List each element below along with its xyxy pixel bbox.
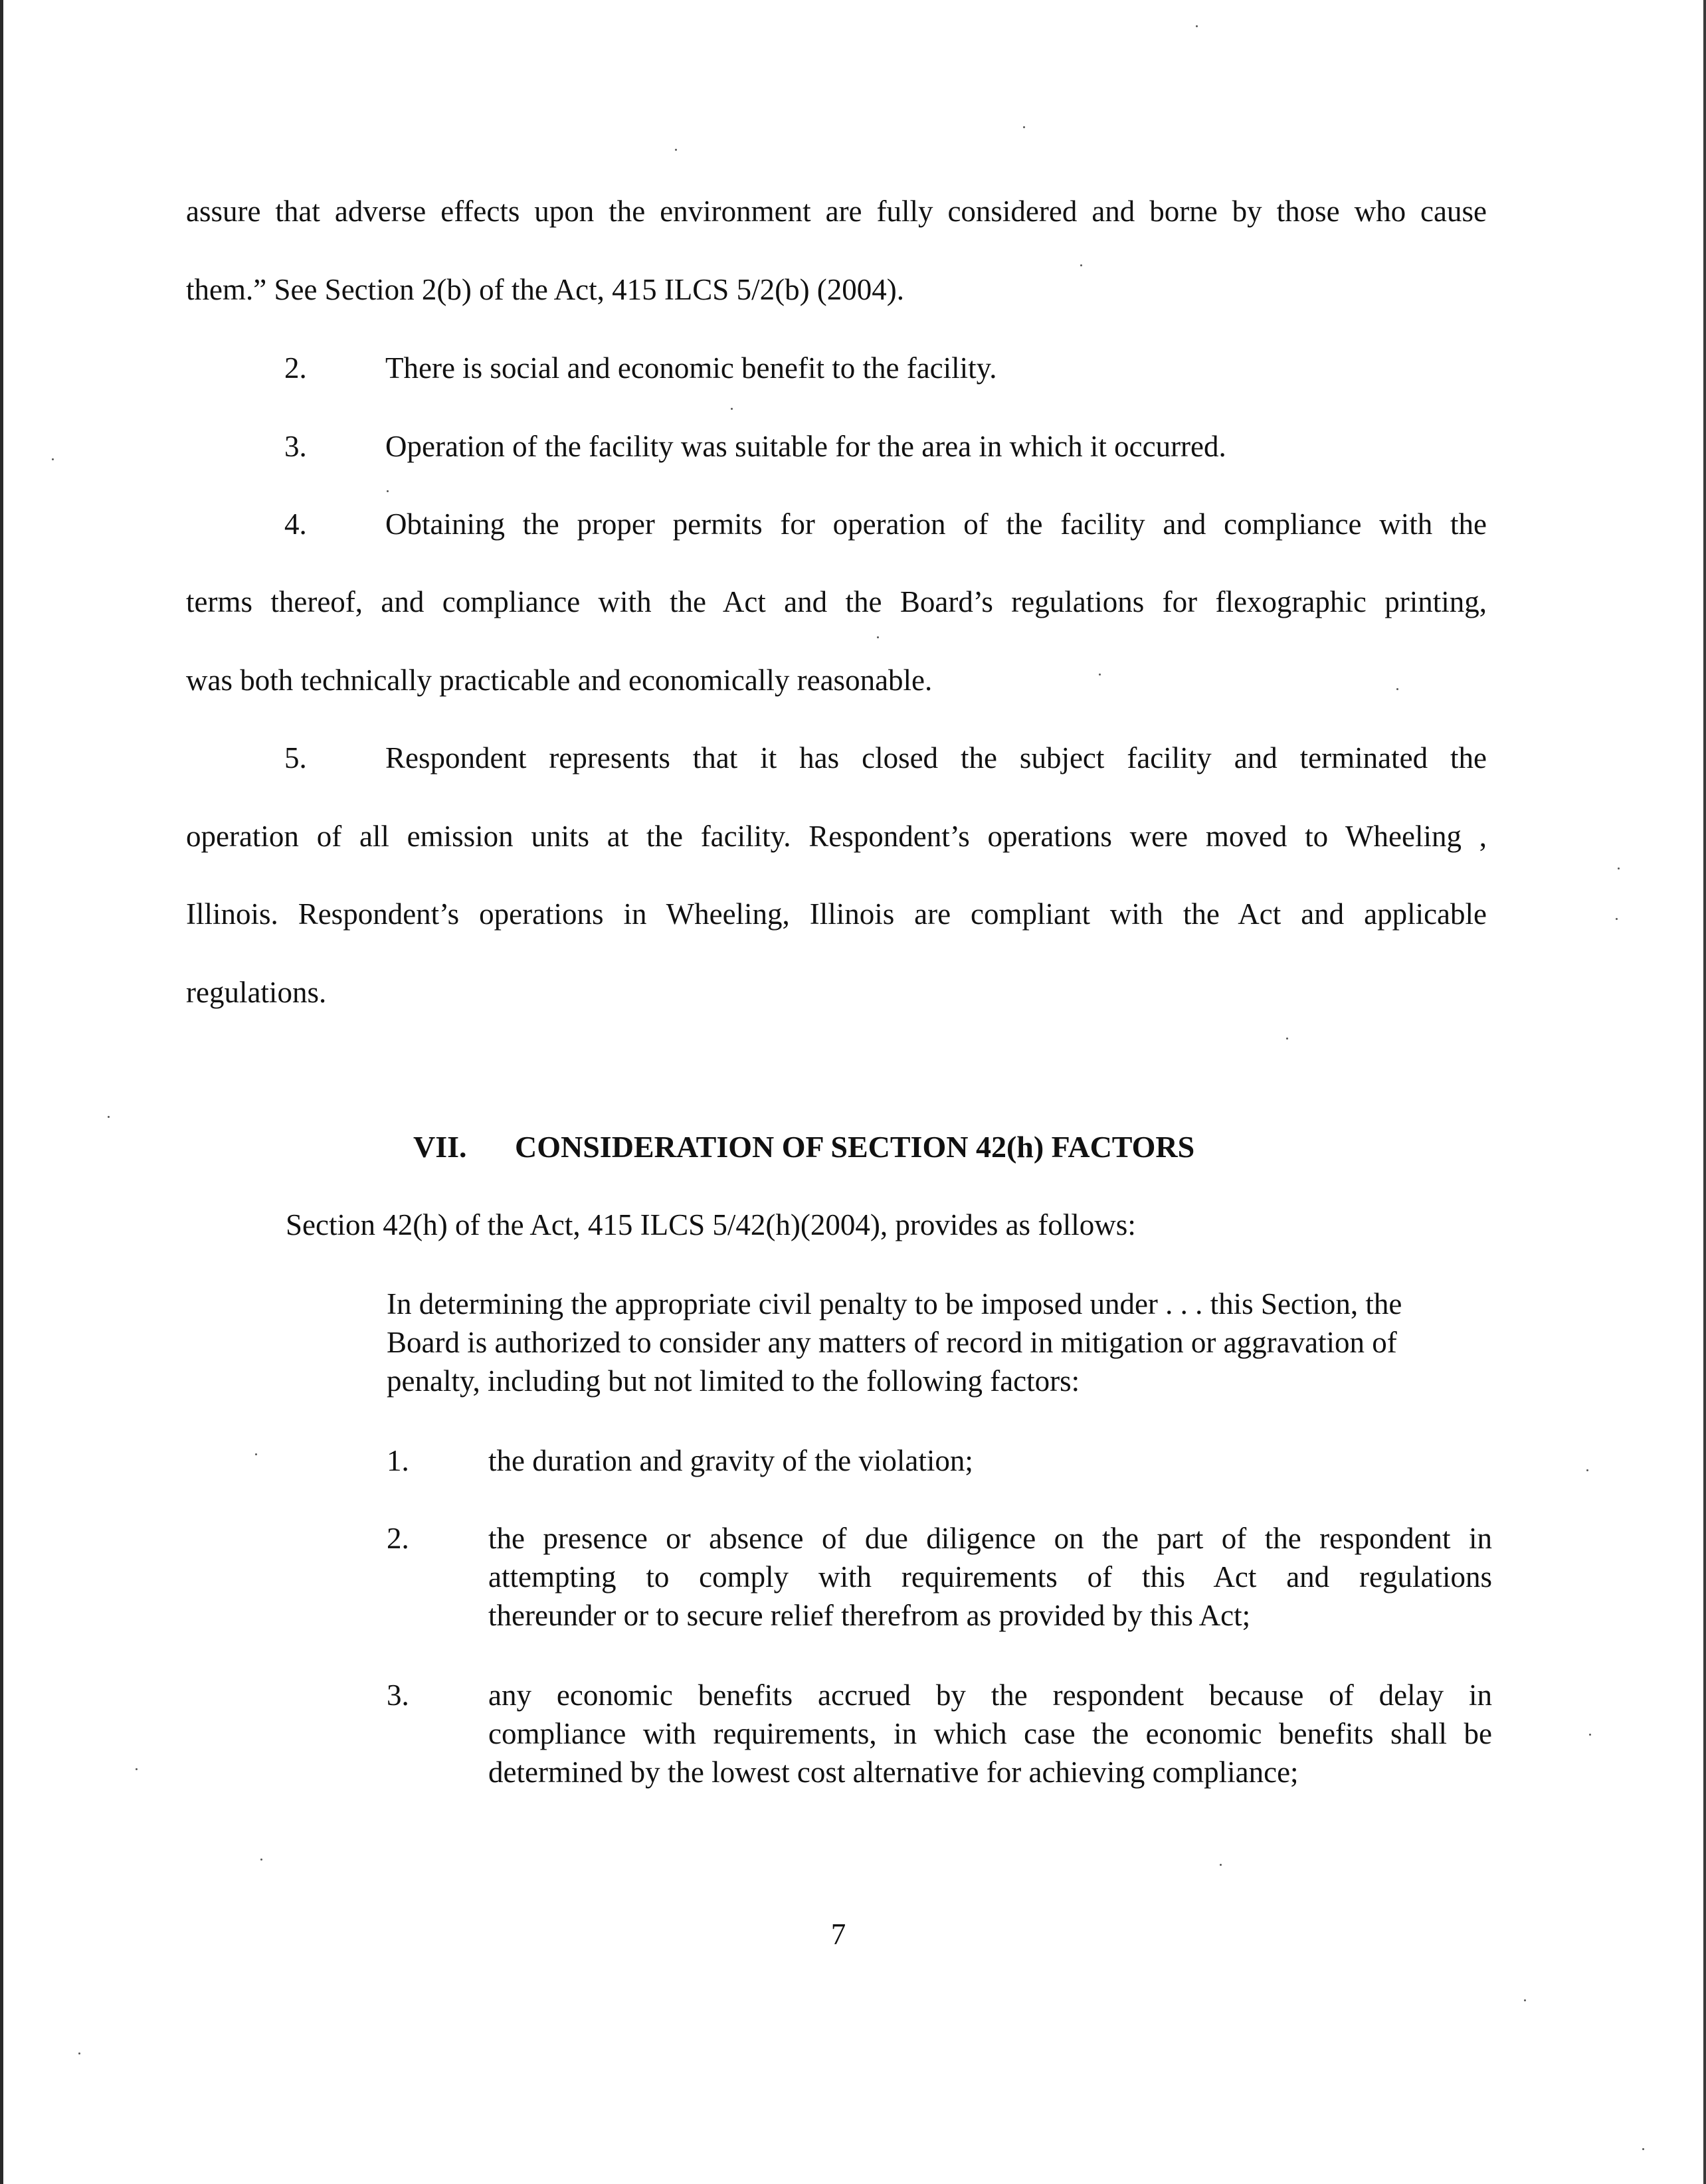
section-number: VII. bbox=[413, 1130, 467, 1164]
item-text: Obtaining the proper permits for operation of the facility and compliance with the bbox=[385, 507, 1487, 541]
item-text: operation of all emission units at the facility. Respondent’s operations were moved to Wheeling , bbox=[186, 820, 1487, 853]
factor-text: determined by the lowest cost alternative for achieving compliance; bbox=[488, 1756, 1299, 1789]
scan-speck bbox=[255, 1453, 257, 1455]
item-text: There is social and economic benefit to the facility. bbox=[385, 351, 997, 385]
scan-speck bbox=[1616, 918, 1618, 920]
scan-speck bbox=[1023, 126, 1025, 128]
block-quote-line: Board is authorized to consider any matters of record in mitigation or aggravation of bbox=[387, 1326, 1397, 1359]
factor-number: 3. bbox=[387, 1679, 409, 1712]
item-number: 3. bbox=[284, 430, 307, 463]
scan-speck bbox=[1286, 1038, 1288, 1040]
scan-edge-left bbox=[0, 0, 3, 2184]
scan-speck bbox=[1589, 1734, 1591, 1736]
scan-speck bbox=[877, 636, 879, 638]
block-quote-line: penalty, including but not limited to the following factors: bbox=[387, 1364, 1080, 1398]
factor-number: 2. bbox=[387, 1522, 409, 1555]
scan-speck bbox=[1642, 2148, 1644, 2150]
page-number: 7 bbox=[830, 1918, 846, 1951]
factor-text: compliance with requirements, in which case the economic benefits shall be bbox=[488, 1717, 1492, 1750]
factor-text: the presence or absence of due diligence on the part of the respondent in bbox=[488, 1522, 1492, 1555]
scan-speck bbox=[52, 458, 54, 460]
item-text: was both technically practicable and economically reasonable. bbox=[186, 664, 933, 697]
body-line: them.” See Section 2(b) of the Act, 415 ILCS 5/2(b) (2004). bbox=[186, 273, 905, 306]
item-text: regulations. bbox=[186, 976, 327, 1009]
body-line: assure that adverse effects upon the environment are fully considered and borne by those who cause bbox=[186, 195, 1487, 228]
item-text: Respondent represents that it has closed the subject facility and terminated the bbox=[385, 741, 1487, 774]
scan-speck bbox=[1220, 1864, 1222, 1866]
scan-edge-right bbox=[1703, 0, 1706, 2184]
item-text: Operation of the facility was suitable for the area in which it occurred. bbox=[385, 430, 1226, 463]
scan-speck bbox=[136, 1768, 138, 1770]
scan-speck bbox=[675, 149, 677, 151]
factor-text: any economic benefits accrued by the respondent because of delay in bbox=[488, 1679, 1492, 1712]
scan-speck bbox=[1099, 674, 1101, 676]
scan-speck bbox=[1618, 867, 1620, 869]
scan-speck bbox=[78, 2052, 80, 2054]
item-number: 5. bbox=[284, 741, 307, 774]
factor-number: 1. bbox=[387, 1444, 409, 1477]
item-text: Illinois. Respondent’s operations in Wheeling, Illinois are compliant with the Act and applicable bbox=[186, 897, 1487, 931]
scan-speck bbox=[108, 1116, 110, 1118]
scan-speck bbox=[1080, 264, 1082, 266]
factor-text: thereunder or to secure relief therefrom as provided by this Act; bbox=[488, 1599, 1251, 1632]
section-intro: Section 42(h) of the Act, 415 ILCS 5/42(h)(2004), provides as follows: bbox=[286, 1208, 1136, 1241]
item-text: terms thereof, and compliance with the Act and the Board’s regulations for flexographic printing, bbox=[186, 585, 1487, 618]
section-title: CONSIDERATION OF SECTION 42(h) FACTORS bbox=[515, 1130, 1195, 1164]
scan-speck bbox=[260, 1859, 262, 1861]
item-number: 4. bbox=[284, 507, 307, 541]
scan-speck bbox=[1396, 688, 1398, 690]
item-number: 2. bbox=[284, 351, 307, 385]
scan-speck bbox=[1586, 1469, 1588, 1471]
factor-text: the duration and gravity of the violation; bbox=[488, 1444, 973, 1477]
scan-speck bbox=[387, 490, 389, 492]
scan-speck bbox=[1196, 25, 1198, 27]
factor-text: attempting to comply with requirements of this Act and regulations bbox=[488, 1560, 1492, 1593]
scan-speck bbox=[731, 408, 733, 410]
block-quote-line: In determining the appropriate civil penalty to be imposed under . . . this Section, the bbox=[387, 1287, 1402, 1320]
scan-speck bbox=[1524, 1999, 1526, 2001]
